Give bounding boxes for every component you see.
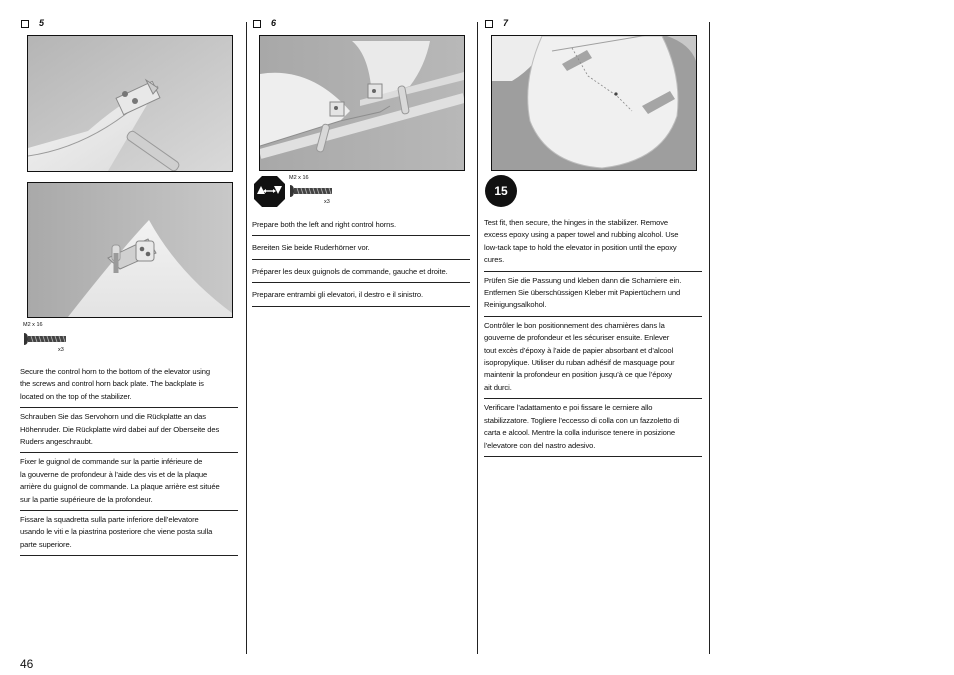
column-divider [477,22,478,654]
paragraph-italian: Preparare entrambi gli elevatori, il destro e il sinistro. [252,283,470,306]
paragraph-french: Fixer le guignol de commande sur la partie inférieure de la gouverne de profondeur à l’aide des vis et de la plaque arrière du guignol de commande. La plaque arrière est située sur la partie supérieure de la profondeur. [20,453,238,511]
photo-backplate-top [27,182,233,318]
screw-size-label: M2 x 16 [289,175,309,181]
step-number: 6 [271,18,277,28]
column-divider [246,22,247,654]
screw-size-label: M2 x 16 [23,322,43,328]
photo-left-right-horns [259,35,465,171]
step-number: 5 [39,18,45,28]
paragraph-italian: Verificare l’adattamento e poi fissare le cerniere allo stabilizzatore. Togliere l’eccesso di colla con un fazzoletto di carta e alcool. Mentre la colla indurisce tenere in posizione l’elevatore con del nastro adesivo. [484,399,702,457]
paragraph-english: Prepare both the left and right control horns. [252,217,470,236]
left-right-icon [253,175,286,213]
step-number: 7 [503,18,509,28]
paragraph-german: Bereiten Sie beide Ruderhörner vor. [252,236,470,259]
step-checkbox[interactable] [253,20,261,28]
step-badge [485,175,517,207]
photo-control-horn-bottom [27,35,233,172]
screw-quantity: x3 [324,199,330,205]
screw-quantity: x3 [58,347,64,353]
badge-number: 15 [494,184,508,198]
paragraph-french: Préparer les deux guignols de commande, gauche et droite. [252,260,470,283]
step-header [21,18,44,28]
paragraph-german: Schrauben Sie das Servohorn und die Rückplatte an das Höhenruder. Die Rückplatte wird dabei auf der Oberseite des Ruders angeschraubt. [20,408,238,453]
step-header [485,18,508,28]
paragraph-french: Contrôler le bon positionnement des charnières dans la gouverne de profondeur et les sécuriser ensuite. Enlever tout excès d’époxy à l’aide de papier absorbant et d’alcool isopropylique. Utiliser du ruban adhésif de masquage pour maintenir la profondeur en position jusqu’à ce que l’époxy ait durci. [484,317,702,399]
paragraph-english: Test fit, then secure, the hinges in the stabilizer. Remove excess epoxy using a paper towel and rubbing alcohol. Use low-tack tape to hold the elevator in position until the epoxy cures. [484,217,702,272]
paragraph-english: Secure the control horn to the bottom of the elevator using the screws and control horn back plate. The backplate is located on the top of the stabilizer. [20,363,238,408]
page-number: 46 [20,657,34,671]
step-6-instructions [252,217,470,307]
step-checkbox[interactable] [485,20,493,28]
step-7-instructions [484,217,702,457]
photo-hinges-stabilizer [491,35,697,171]
paragraph-german: Prüfen Sie die Passung und kleben dann die Scharniere ein. Entfernen Sie überschüssigen Kleber mit Papiertüchern und Reinigungsalkohol. [484,272,702,317]
step-checkbox[interactable] [21,20,29,28]
paragraph-italian: Fissare la squadretta sulla parte inferiore dell’elevatore usando le viti e la piastrina posteriore che viene posta sulla parte superiore. [20,511,238,556]
column-divider [709,22,710,654]
step-5-instructions [20,363,238,556]
step-header [253,18,276,28]
